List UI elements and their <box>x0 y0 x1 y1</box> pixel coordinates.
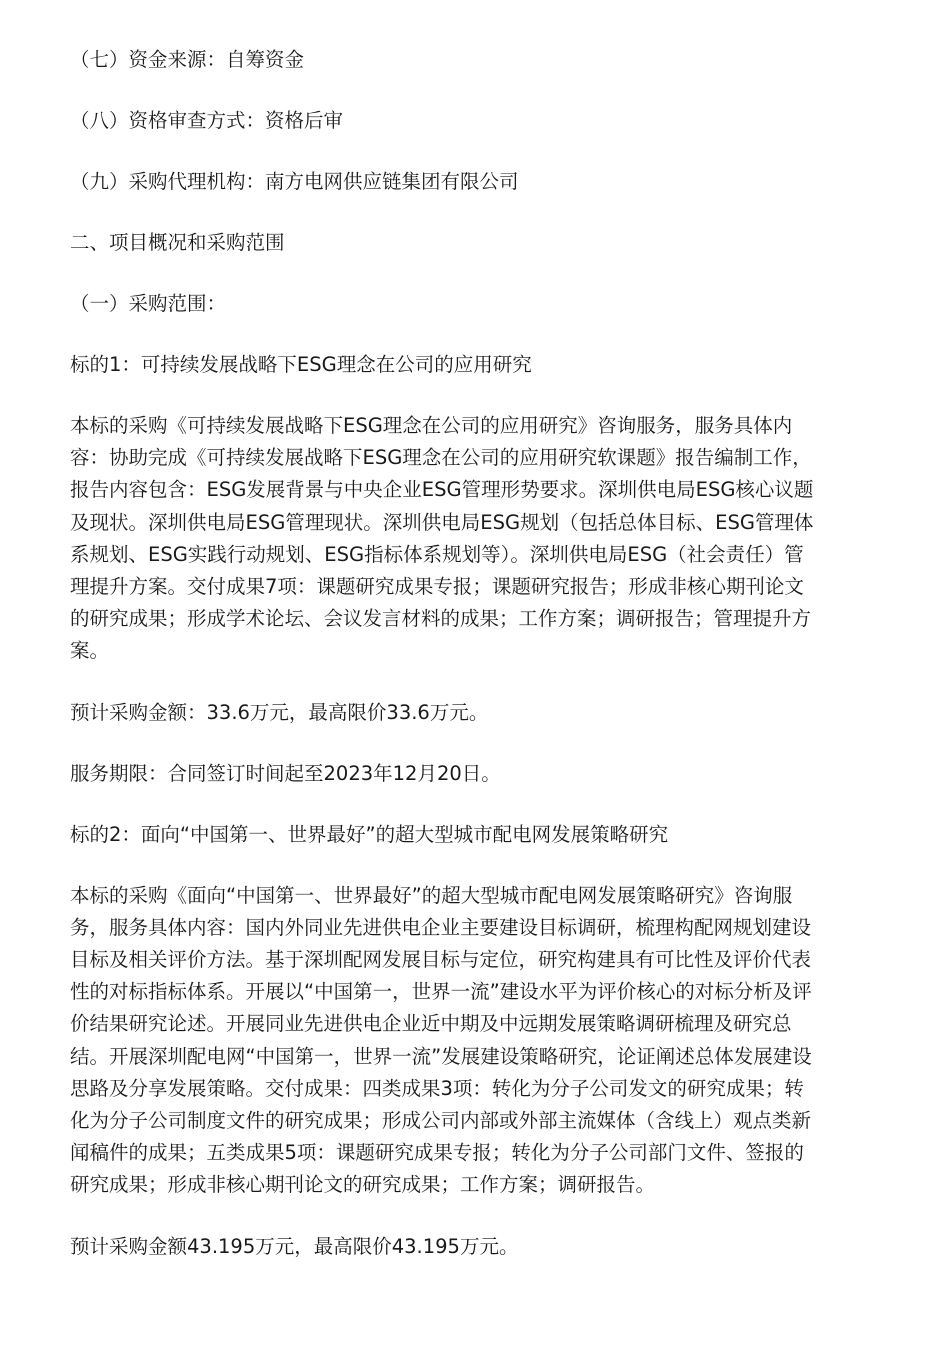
procurement-scope-heading: （一）采购范围： <box>70 292 227 315</box>
funding-source: （七）资金来源：自筹资金 <box>70 48 305 71</box>
text-line: 性的对标指标体系。开展以“中国第一，世界一流”建设水平为评价核心的对标分析及评 <box>70 980 812 1004</box>
text-line: 本标的采购《面向“中国第一、世界最好”的超大型城市配电网发展策略研究》咨询服 <box>70 883 793 907</box>
text-line: 化为分子公司制度文件的研究成果；形成公司内部或外部主流媒体（含线上）观点类新 <box>70 1109 812 1133</box>
lot-1-title: 标的1：可持续发展战略下ESG理念在公司的应用研究 <box>70 353 532 376</box>
lot-1-amount: 预计采购金额：33.6万元，最高限价33.6万元。 <box>70 700 489 724</box>
text-line: 报告内容包含：ESG发展背景与中央企业ESG管理形势要求。深圳供电局ESG核心议题 <box>70 478 814 502</box>
lot-2-title: 标的2：面向“中国第一、世界最好”的超大型城市配电网发展策略研究 <box>70 822 669 846</box>
document-body <box>70 44 888 1292</box>
text-line: 容：协助完成《可持续发展战略下ESG理念在公司的应用研究软课题》报告编制工作， <box>70 446 812 470</box>
lot-1-service-period: 服务期限：合同签订时间起至2023年12月20日。 <box>70 761 501 785</box>
text-line: 的研究成果；形成学术论坛、会议发言材料的成果；工作方案；调研报告；管理提升方 <box>70 607 812 631</box>
text-line: 闻稿件的成果；五类成果5项：课题研究成果专报；转化为分子公司部门文件、签报的 <box>70 1141 804 1165</box>
text-line: 结。开展深圳配电网“中国第一，世界一流”发展建设策略研究，论证阐述总体发展建设 <box>70 1044 812 1068</box>
text-line: 理提升方案。交付成果7项：课题研究成果专报；课题研究报告；形成非核心期刊论文 <box>70 575 804 599</box>
section-heading: 二、项目概况和采购范围 <box>70 231 285 254</box>
text-line: 及现状。深圳供电局ESG管理现状。深圳供电局ESG规划（包括总体目标、ESG管理体 <box>70 510 814 534</box>
lot-2-description <box>70 880 888 1202</box>
text-line: 本标的采购《可持续发展战略下ESG理念在公司的应用研究》咨询服务，服务具体内 <box>70 414 793 437</box>
text-line: 案。 <box>70 639 110 663</box>
text-line: 研究成果；形成非核心期刊论文的研究成果；工作方案；调研报告。 <box>70 1173 656 1197</box>
text-line: 目标及相关评价方法。基于深圳配网发展目标与定位，研究构建具有可比性及评价代表 <box>70 948 812 972</box>
qualification-review: （八）资格审查方式：资格后审 <box>70 109 344 132</box>
text-line: 务，服务具体内容：国内外同业先进供电企业主要建设目标调研，梳理构配网规划建设 <box>70 915 812 939</box>
procurement-agency: （九）采购代理机构：南方电网供应链集团有限公司 <box>70 170 519 193</box>
lot-2-amount: 预计采购金额43.195万元，最高限价43.195万元。 <box>70 1234 519 1258</box>
text-line: 价结果研究论述。开展同业先进供电企业近中期及中远期发展策略调研梳理及研究总 <box>70 1012 792 1036</box>
lot-1-description <box>70 410 888 668</box>
text-line: 系规划、ESG实践行动规划、ESG指标体系规划等）。深圳供电局ESG（社会责任）管 <box>70 542 804 566</box>
text-line: 思路及分享发展策略。交付成果：四类成果3项：转化为分子公司发文的研究成果；转 <box>70 1076 804 1100</box>
